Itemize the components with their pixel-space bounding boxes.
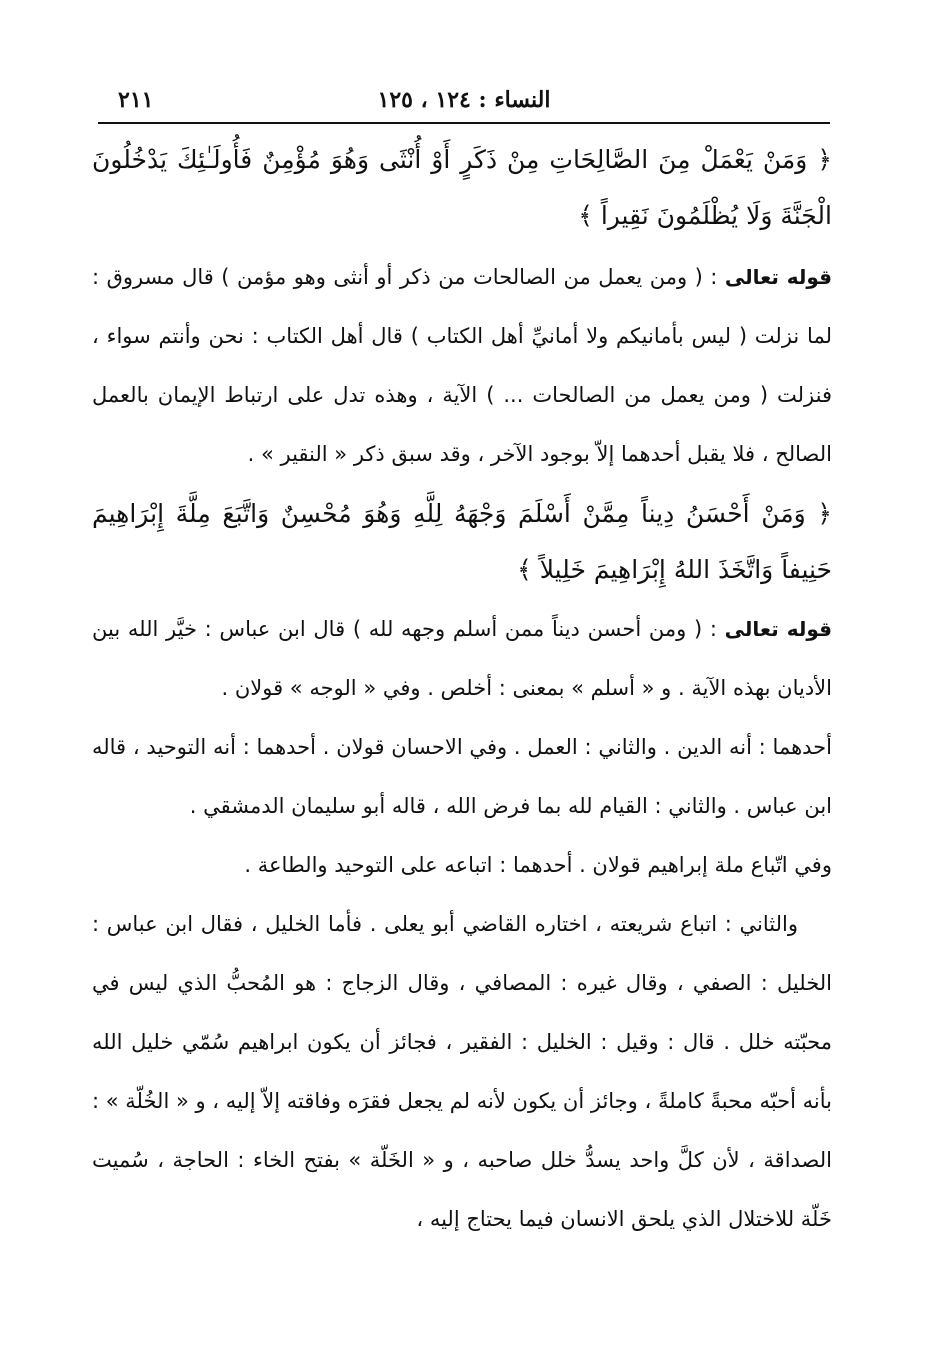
- paragraph-khalil: والثاني : اتباع شريعته ، اختاره القاضي أبو يعلى . فأما الخليل ، فقال ابن عباس : الخليل : الصفي ، وقال غيره : المصافي ، وقال الزجاج : هو المُحبُّ الذي ليس في محبّته خلل . قال : وقيل : الخليل : الفقير ، فجائز أن يكون ابراهيم سُمّي خليل الله بأنه أحبّه محبةً كاملةً ، وجائز أن يكون لأنه لم يجعل فقرَه وفاقته إلاّ إليه ، و « الخُلّة » : الصداقة ، لأن كلَّ واحد يسدُّ خلل صاحبه ، و « الخَلّة » بفتح الخاء : الحاجة ، سُميت خَلّة للاختلال الذي يلحق الانسان فيما يحتاج إليه ،: [92, 912, 832, 1231]
- header-rule: [98, 122, 830, 124]
- quran-verse-124: ﴿ وَمَنْ يَعْمَلْ مِنَ الصَّالِحَاتِ مِنْ ذَكَرٍ أَوْ أُنْثَى وَهُوَ مُؤْمِنٌ فَأُولَـٰئِكَ يَدْخُلُونَ الْجَنَّةَ وَلَا يُظْلَمُونَ نَقِيراً ﴾: [92, 145, 832, 230]
- commentary-text: : ( ومن يعمل من الصالحات من ذكر أو أنثى وهو مؤمن ) قال مسروق : لما نزلت ( ليس بأمانيكم ولا أمانيِّ أهل الكتاب ) قال أهل الكتاب : نحن وأنتم سواء ، فنزلت ( ومن يعمل من الصالحات ... ) الآية ، وهذه تدل على ارتباط الإيمان بالعمل الصالح ، فلا يقبل أحدهما إلاّ بوجود الآخر ، وقد سبق ذكر « النقير » .: [92, 265, 832, 466]
- page-number: ٢١١: [118, 87, 154, 113]
- paragraph-millat-ibrahim: وفي اتّباع ملة إبراهيم قولان . أحدهما : اتباعه على التوحيد والطاعة .: [244, 853, 832, 877]
- page-header: [96, 82, 832, 118]
- commentary-verse-125: [92, 600, 832, 718]
- page-body: [92, 132, 832, 1249]
- quran-verse-125: ﴿ وَمَنْ أَحْسَنُ دِيناً مِمَّنْ أَسْلَمَ وَجْهَهُ لِلَّهِ وَهُوَ مُحْسِنٌ وَاتَّبَعَ مِلَّةَ إِبْرَاهِيمَ حَنِيفاً وَاتَّخَذَ اللهُ إِبْرَاهِيمَ خَلِيلاً ﴾: [92, 499, 832, 584]
- commentary-verse-124: [92, 248, 832, 484]
- commentary-label: قوله تعالى: [724, 617, 832, 641]
- commentary-text: : ( ومن أحسن ديناً ممن أسلم وجهه لله ) قال ابن عباس : خيَّر الله بين الأديان بهذه الآية . و « أسلم » بمعنى : أخلص . وفي « الوجه » قولان .: [92, 617, 832, 700]
- paragraph-wajh-ihsan: أحدهما : أنه الدين . والثاني : العمل . وفي الاحسان قولان . أحدهما : أنه التوحيد ، قاله ابن عباس . والثاني : القيام لله بما فرض الله ، قاله أبو سليمان الدمشقي .: [92, 735, 832, 818]
- commentary-label: قوله تعالى: [724, 265, 832, 289]
- running-title: النساء : ١٢٤ ، ١٢٥: [377, 87, 551, 113]
